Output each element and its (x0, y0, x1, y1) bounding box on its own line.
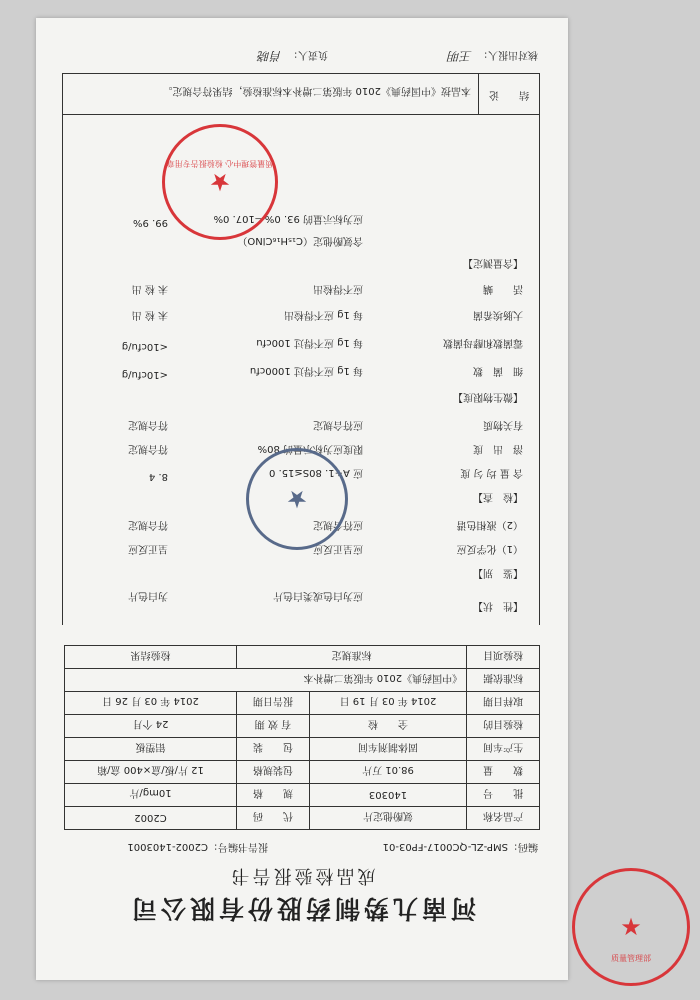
ident-head: 【鉴 别】 (473, 567, 523, 578)
quality-center-stamp-text: 质量管理中心 检验报告专用章 (166, 159, 274, 168)
assay-name: 含氨酚他定（C₁₅H₁₆ClNO） (237, 235, 363, 246)
report-date: 2014 年 03 月 26 日 (65, 692, 237, 715)
lead-signature (258, 48, 328, 65)
report-sheet (36, 18, 568, 980)
packing: 铝塑板 (65, 738, 237, 761)
company-name: 河南九势制药股份有限公司 (128, 894, 477, 923)
standard-label: 标准依据 (467, 669, 540, 692)
sample-date: 2014 年 03 月 19 日 (309, 692, 466, 715)
assay-result: 99. 9% (133, 217, 168, 228)
code-label: 代 码 (237, 807, 310, 830)
batch-label: 批 号 (467, 784, 540, 807)
traits-result: 为白色片 (128, 590, 168, 601)
bacteria-result: <10cfu/g (121, 369, 168, 380)
quantity-label: 数 量 (467, 761, 540, 784)
quantity: 98.01 万片 (309, 761, 466, 784)
validity: 24 个月 (65, 715, 237, 738)
spec-label: 规 格 (237, 784, 310, 807)
lead-handwriting: 肖晓 (257, 49, 282, 63)
ident-2: （2）液相色谱 (456, 519, 523, 530)
doc-code: 编码：SMP-ZL-QC0017-FP03-01 (382, 841, 538, 852)
star-icon: ★ (286, 485, 308, 513)
validity-label: 有 效 期 (237, 715, 310, 738)
micro-head: 【微生物限度】 (453, 391, 523, 402)
ident-2-result: 符合规定 (128, 519, 168, 530)
checker-label: 核对出报人： (478, 49, 538, 60)
purpose: 全 检 (309, 715, 466, 738)
company-qa-stamp (572, 868, 690, 986)
pack-label: 包装规格 (237, 761, 310, 784)
standard-stamp (246, 448, 348, 550)
uniformity-result: 8. 4 (148, 471, 168, 482)
conclusion-label: 结 论 (478, 74, 539, 114)
quality-center-stamp (162, 124, 278, 240)
related-substances: 有关物质 (483, 419, 523, 430)
mold-result: <10cfu/g (121, 341, 168, 352)
batch: 140303 (309, 784, 466, 807)
report-title: 成品检验报告书 (228, 865, 376, 886)
info-table (64, 645, 540, 830)
report-date-label: 报告日期 (237, 692, 310, 715)
ecoli-limit: 每 1g 应不得检出 (283, 309, 363, 320)
traits-limit: 应为白色或类白色片 (273, 590, 363, 601)
conclusion-text: 本品按《中国药典》2010 年版第二增补本标准检验，结果符合规定。 (162, 85, 471, 96)
product-name: 氨酚他定片 (309, 807, 466, 830)
packing-label: 包 装 (237, 738, 310, 761)
star-icon: ★ (620, 913, 642, 941)
assay-head: 【含量测定】 (463, 257, 523, 268)
bacteria-limit: 每 1g 应不得过 1000cfu (249, 365, 363, 376)
workshop: 固体制剂车间 (309, 738, 466, 761)
checker-signature (448, 48, 538, 65)
code: C2002 (65, 807, 237, 830)
ident-1-result: 呈正反应 (128, 543, 168, 554)
sample-date-label: 取样日期 (467, 692, 540, 715)
check-head: 【检 查】 (473, 491, 523, 502)
report-number: 报告书编号：C2002-1403001 (127, 841, 268, 852)
result-col-header: 检验结果 (65, 646, 237, 669)
mold-limit: 每 1g 应不得过 100cfu (256, 337, 363, 348)
workshop-label: 生产车间 (467, 738, 540, 761)
dissolution: 溶 出 度 (473, 443, 523, 454)
mold: 霉菌数和酵母菌数 (443, 337, 523, 348)
checker-handwriting: 王明 (447, 49, 472, 63)
ident-1-limit: 应呈正反应 (313, 543, 363, 554)
conclusion-box (62, 73, 540, 115)
ecoli-result: 未 检 出 (131, 309, 168, 320)
traits-head: 【性 状】 (473, 600, 523, 611)
assay-limit: 应为标示量的 93. 0%—107. 0% (213, 213, 363, 224)
pack: 12 片/板/盒×400 盒/箱 (65, 761, 237, 784)
mites-result: 未 检 出 (131, 283, 168, 294)
dissolution-limit: 限度应为标示量的 80% (257, 443, 363, 454)
product-name-label: 产品名称 (467, 807, 540, 830)
dissolution-result: 符合规定 (128, 443, 168, 454)
purpose-label: 检验目的 (467, 715, 540, 738)
star-icon: ★ (209, 168, 231, 196)
ecoli: 大肠埃希菌 (473, 309, 523, 320)
mites: 活 螨 (483, 283, 523, 294)
standard: 《中国药典》2010 年版第二增补本 (65, 669, 467, 692)
item-col-header: 检验项目 (467, 646, 540, 669)
limit-col-header: 标准规定 (237, 646, 467, 669)
mites-limit: 应不得检出 (313, 283, 363, 294)
company-qa-stamp-text: 质量管理部 (611, 954, 651, 963)
lead-label: 负责人： (288, 49, 328, 60)
bacteria: 细 菌 数 (473, 365, 523, 376)
related-result: 符合规定 (128, 419, 168, 430)
uniformity-limit: 应 A+1. 80S≤15. 0 (268, 467, 363, 478)
uniformity: 含 量 均 匀 度 (460, 467, 523, 478)
ident-2-limit: 应符合规定 (313, 519, 363, 530)
spec: 10mg/片 (65, 784, 237, 807)
related-limit: 应符合规定 (313, 419, 363, 430)
ident-1: （1）化学反应 (456, 543, 523, 554)
